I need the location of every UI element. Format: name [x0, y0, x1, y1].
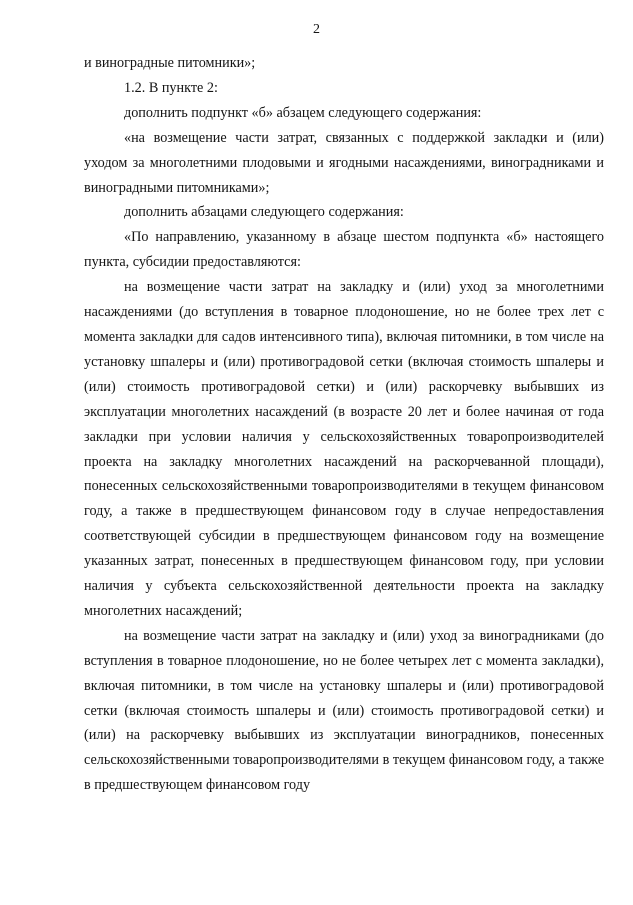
page-number: 2 — [313, 22, 320, 37]
paragraph-6: «По направлению, указанному в абзаце шестом подпункта «б» настоящего пункта, субсидии предоставляются: — [84, 229, 604, 271]
paragraph-3: дополнить подпункт «б» абзацем следующего содержания: — [124, 104, 482, 121]
paragraph-2: 1.2. В пункте 2: — [124, 79, 218, 96]
paragraph-5: дополнить абзацами следующего содержания: — [124, 204, 404, 221]
paragraph-7: на возмещение части затрат на закладку и (или) уход за многолетними насаждениями (до вступления в товарное плодоношение, но не более трех лет с момента закладки для садов интенсивного типа), включая питомники, в том числе на установку шпалеры и (или) противоградовой сетки (включая стоимость шпалеры и (или) стоимость противоградовой сетки) и (или) раскорчевку выбывших из эксплуатации многолетних насаждений (в возрасте 20 лет и более начиная от года закладки при условии наличия у сельскохозяйственных товаропроизводителей проекта на закладку многолетних насаждений на раскорчеванной площади), понесенных сельскохозяйственными товаропроизводителями в текущем финансовом году, а также в предшествующем финансовом году в случае непредоставления соответствующей субсидии в предшествующем финансовом году на возмещение указанных затрат, понесенных в предшествующем финансовом году, при условии наличия у субъекта сельскохозяйственной деятельности проекта на закладку многолетних насаждений; — [84, 279, 604, 619]
document-body — [84, 51, 604, 798]
paragraph-1: и виноградные питомники»; — [84, 55, 256, 71]
paragraph-8: на возмещение части затрат на закладку и (или) уход за виноградниками (до вступления в товарное плодоношение, но не более четырех лет с момента закладки), включая питомники, в том числе на установку шпалеры и (или) противоградовой сетки (включая стоимость шпалеры и (или) стоимость противоградовой сетки) и (или) на раскорчевку выбывших из эксплуатации виноградников, понесенных сельскохозяйственными товаропроизводителями в текущем финансовом году, а также в предшествующем финансовом году — [84, 627, 604, 794]
paragraph-4: «на возмещение части затрат, связанных с поддержкой закладки и (или) уходом за многолетними плодовыми и ягодными насаждениями, виноградниками и виноградными питомниками»; — [84, 129, 604, 196]
